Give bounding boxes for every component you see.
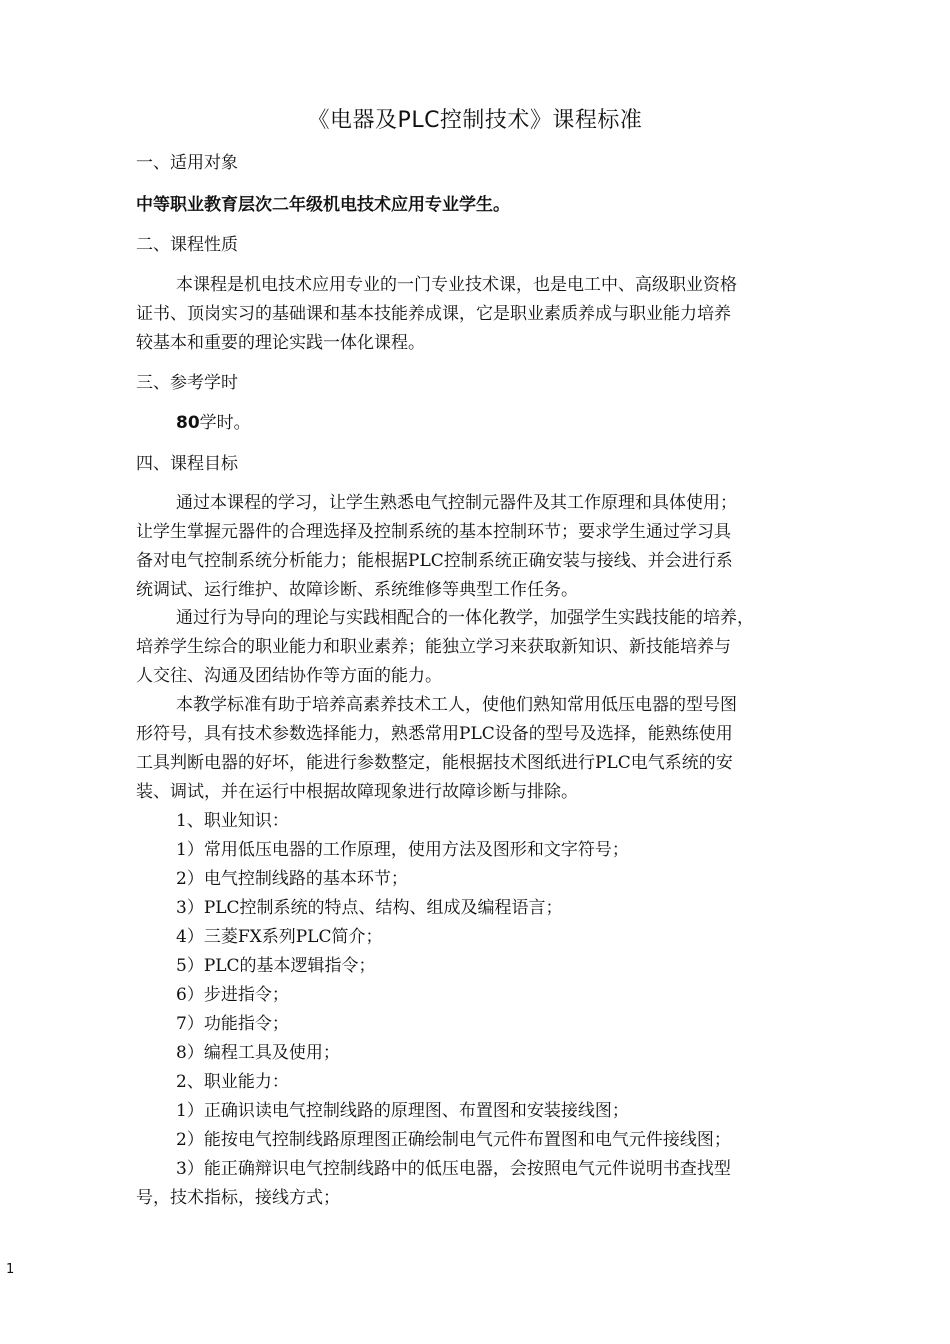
paragraph-line: 通过行为导向的理论与实践相配合的一体化教学，加强学生实践技能的培养， — [176, 608, 754, 628]
paragraph-line: 证书、顶岗实习的基础课和基本技能养成课，它是职业素质养成与职业能力培养 — [136, 304, 731, 324]
section-heading-target: 一、适用对象 — [136, 153, 238, 173]
paragraph-line: 本教学标准有助于培养高素养技术工人，使他们熟知常用低压电器的型号图 — [176, 695, 737, 715]
target-audience-text: 中等职业教育层次二年级机电技术应用专业学生。 — [136, 195, 510, 215]
paragraph-line: 备对电气控制系统分析能力；能根据PLC控制系统正确安装与接线、并会进行系 — [136, 551, 733, 571]
paragraph-line: 培养学生综合的职业能力和职业素养；能独立学习来获取新知识、新技能培养与 — [136, 637, 731, 657]
knowledge-heading: 1、职业知识： — [176, 811, 289, 831]
list-item: 2）电气控制线路的基本环节； — [176, 869, 408, 889]
list-item: 8）编程工具及使用； — [176, 1043, 340, 1063]
section-heading-objectives: 四、课程目标 — [136, 454, 238, 474]
paragraph-line: 工具判断电器的好坏，能进行参数整定，能根据技术图纸进行PLC电气系统的安 — [136, 753, 733, 773]
list-item: 3）PLC控制系统的特点、结构、组成及编程语言； — [176, 898, 563, 918]
section-heading-hours: 三、参考学时 — [136, 373, 238, 393]
paragraph-line: 通过本课程的学习，让学生熟悉电气控制元器件及其工作原理和具体使用； — [176, 493, 737, 513]
paragraph-line: 形符号，具有技术参数选择能力，熟悉常用PLC设备的型号及选择，能熟练使用 — [136, 724, 733, 744]
list-item: 3）能正确辩识电气控制线路中的低压电器，会按照电气元件说明书查找型 — [176, 1159, 731, 1179]
paragraph-line: 较基本和重要的理论实践一体化课程。 — [136, 333, 425, 353]
paragraph-line: 人交往、沟通及团结协作等方面的能力。 — [136, 666, 442, 686]
document-title: 《电器及PLC控制技术》课程标准 — [307, 108, 643, 133]
ability-heading: 2、职业能力： — [176, 1072, 289, 1092]
hours-number: 80 — [176, 413, 200, 433]
paragraph-line: 统调试、运行维护、故障诊断、系统维修等典型工作任务。 — [136, 580, 578, 600]
page-number: 1 — [6, 1262, 15, 1277]
list-item: 1）正确识读电气控制线路的原理图、布置图和安装接线图； — [176, 1101, 629, 1121]
list-item: 1）常用低压电器的工作原理，使用方法及图形和文字符号； — [176, 840, 629, 860]
list-item: 2）能按电气控制线路原理图正确绘制电气元件布置图和电气元件接线图； — [176, 1130, 731, 1150]
list-item: 6）步进指令； — [176, 985, 289, 1005]
list-item: 7）功能指令； — [176, 1014, 289, 1034]
list-item-continuation: 号，技术指标，接线方式； — [136, 1188, 340, 1208]
list-item: 4）三菱FX系列PLC简介； — [176, 927, 383, 947]
section-heading-nature: 二、课程性质 — [136, 235, 238, 255]
paragraph-line: 装、调试，并在运行中根据故障现象进行故障诊断与排除。 — [136, 782, 578, 802]
paragraph-line: 让学生掌握元器件的合理选择及控制系统的基本控制环节；要求学生通过学习具 — [136, 522, 731, 542]
hours-unit: 学时。 — [199, 413, 251, 433]
paragraph-line: 本课程是机电技术应用专业的一门专业技术课，也是电工中、高级职业资格 — [176, 275, 737, 295]
list-item: 5）PLC的基本逻辑指令； — [176, 956, 376, 976]
hours-text — [176, 412, 251, 434]
